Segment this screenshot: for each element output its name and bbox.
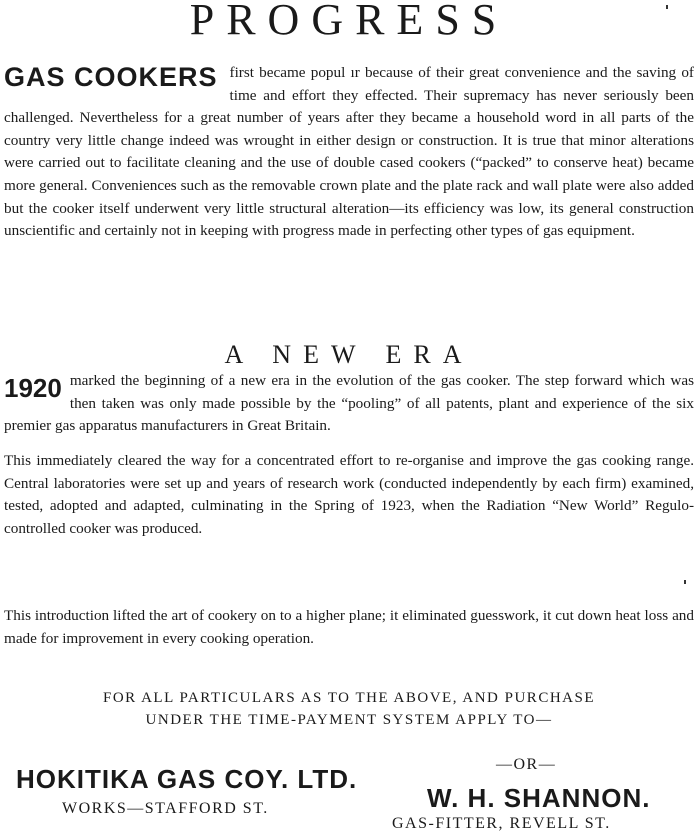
- intro-text: first became popul ır because of their great convenience and the saving of time and effort they effected. Their supremacy has never seriously been challenged. Nevertheless for a great number of years after they became a household word in all parts of the country very little change indeed was wrought in either design or construction. It is true that minor alterations were carried out to facilitate cleaning and the use of double cased cookers (“packed” to conserve heat) became more general. Conveniences such as the removable crown plate and the plate rack and wall plate were also added but the cooker itself underwent very little structural alteration—its efficiency was low, its general construction unscientific and certainly not in keeping with progress made in perfecting other types of gas equipment.: [4, 64, 694, 240]
- left-company-name: HOKITIKA GAS COY. LTD.: [16, 764, 358, 794]
- section-heading: A NEW ERA: [224, 340, 474, 369]
- era-paragraph: [4, 370, 694, 438]
- right-company-address: GAS-FITTER, REVELL ST.: [392, 815, 611, 832]
- right-company-name: W. H. SHANNON.: [427, 783, 651, 813]
- left-company-address: WORKS—STAFFORD ST.: [62, 800, 269, 817]
- era-text: marked the beginning of a new era in the evolution of the gas cooker. The step forward which was then taken was only made possible by the “pooling” of all patents, plant and experience of the six premier gas apparatus manufacturers in Great Britain.: [4, 372, 694, 435]
- or-separator: —OR—: [496, 756, 557, 773]
- print-speck: [666, 5, 668, 9]
- page-title: PROGRESS: [189, 0, 509, 44]
- print-speck: [684, 580, 686, 584]
- body-paragraph-2: This immediately cleared the way for a concentrated effort to re-organise and improve the gas cooking range. Central laboratories were set up and years of research work (conducted independently by each firm) examined, tested, adopted and adapted, culminating in the Spring of 1923, when the Radiation “New World” Regulo-controlled cooker was produced.: [4, 452, 694, 537]
- era-lead-year: 1920: [4, 373, 62, 403]
- footer-line-1: FOR ALL PARTICULARS AS TO THE ABOVE, AND PURCHASE: [103, 690, 595, 706]
- intro-lead: GAS COOKERS: [4, 62, 218, 92]
- footer-line-2: UNDER THE TIME-PAYMENT SYSTEM APPLY TO—: [145, 712, 553, 728]
- body-paragraph-3: This introduction lifted the art of cookery on to a higher plane; it eliminated guesswork, it cut down heat loss and made for improvement in every cooking operation.: [4, 607, 694, 647]
- intro-paragraph: [4, 62, 694, 243]
